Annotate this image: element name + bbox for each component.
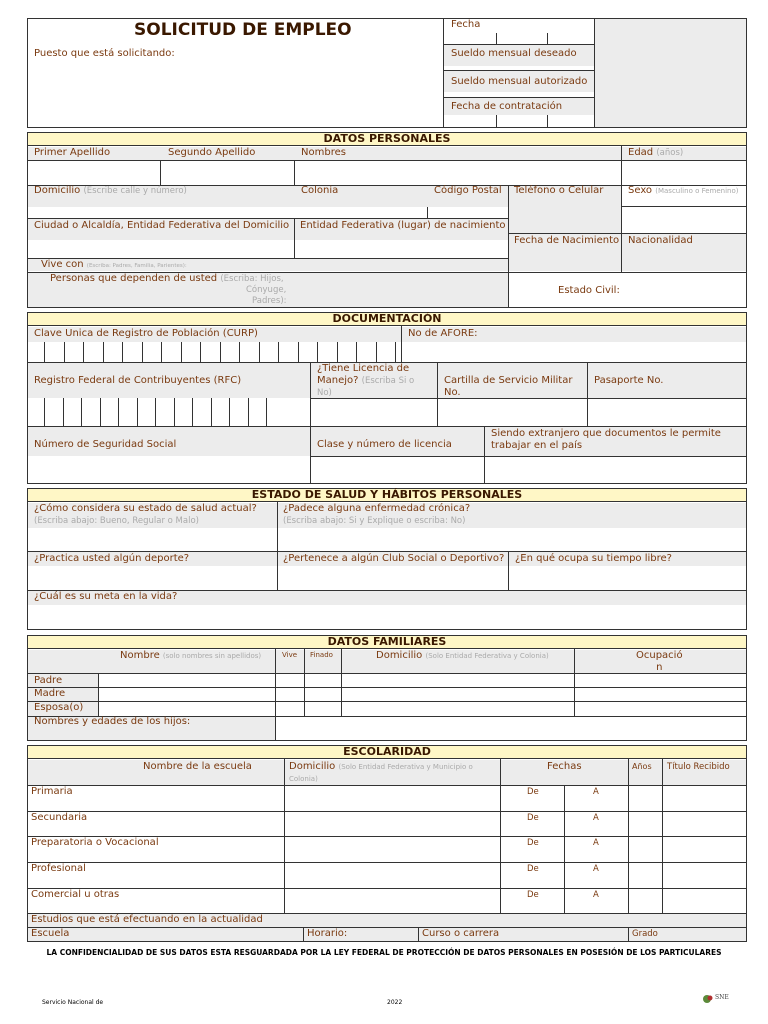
rfc-cells-cell[interactable] [81,398,82,426]
enfermedad-label: ¿Padece alguna enfermedad crónica? (Escriba abajo: Si y Explique o escriba: No) [283,503,471,526]
rfc-cells-cell[interactable] [248,398,249,426]
rfc-cells-cell[interactable] [192,398,193,426]
rfc-cells-cell[interactable] [229,398,230,426]
rfc-label: Registro Federal de Contribuyentes (RFC) [34,375,242,386]
esc-nivel-label: Preparatoria o Vocacional [31,837,159,848]
domicilio-label: Domicilio (Escribe calle y número) [34,185,187,196]
datos-personales-heading: DATOS PERSONALES [27,132,747,146]
esc-a-label: A [593,813,599,823]
fam-hijos-label: Nombres y edades de los hijos: [34,716,191,727]
sne-logo-icon: SNE [702,993,732,1005]
dependen-label: Personas que dependen de usted (Escriba: Hijos, [50,273,284,284]
rfc-cells-cell[interactable] [266,398,267,426]
esc-escuela-label: Escuela [31,928,70,939]
segundo-apellido-label: Segundo Apellido [168,147,256,158]
telefono-label: Teléfono o Celular [514,185,604,196]
cartilla-label: Cartilla de Servicio Militar No. [444,375,573,398]
esc-de-label: De [527,890,539,900]
confidencialidad-notice: LA CONFIDENCIALIDAD DE SUS DATOS ESTA RESGUARDADA POR LA LEY FEDERAL DE PROTECCIÓN DE DATOS PERSONALES EN POSESIÓN DE LOS PARTICULARES [46,948,722,957]
afore-label: No de AFORE: [408,328,478,339]
fam-esposa-label: Esposa(o) [34,702,84,713]
fam-madre-label: Madre [34,688,66,699]
curp-cells-cell[interactable] [200,342,201,362]
curp-cells-cell[interactable] [181,342,182,362]
tiempo-libre-label: ¿En qué ocupa su tiempo libre? [515,553,672,564]
extranjero-label: Siendo extranjero que documentos le permite trabajar en el país [491,428,721,451]
fecha-label: Fecha [451,19,481,30]
primer-apellido-label: Primer Apellido [34,147,111,158]
curp-cells-cell[interactable] [298,342,299,362]
esc-nivel-label: Profesional [31,863,86,874]
esc-nivel-label: Comercial u otras [31,889,120,900]
fam-ocupacion-label: Ocupació n [636,650,683,673]
clase-licencia-label: Clase y número de licencia [317,439,452,450]
esc-de-label: De [527,864,539,874]
fam-vive-label: Vive [282,651,298,659]
esc-de-label: De [527,787,539,797]
curp-cells-cell[interactable] [337,342,338,362]
curp-cells-cell[interactable] [259,342,260,362]
curp-cells-cell[interactable] [278,342,279,362]
curp-cells-cell[interactable] [356,342,357,362]
esc-a-label: A [593,890,599,900]
pasaporte-label: Pasaporte No. [594,375,664,386]
curp-label: Clave Unica de Registro de Población (CURP) [34,328,258,339]
deporte-label: ¿Practica usted algún deporte? [34,553,190,564]
esc-domicilio-label: Domicilio (Solo Entidad Federativa y Municipio o Colonia) [289,761,473,783]
rfc-cells-cell[interactable] [137,398,138,426]
curp-cells-cell[interactable] [239,342,240,362]
meta-label: ¿Cuál es su meta en la vida? [34,591,178,602]
rfc-cells-cell[interactable] [100,398,101,426]
vive-con-label: Vive con (Escriba: Padres, Familia, Parientes): [41,259,187,270]
esc-curso-label: Curso o carrera [422,928,500,939]
esc-grado-label: Grado [632,929,658,939]
sueldo-deseado-label: Sueldo mensual deseado [451,48,577,59]
sueldo-autorizado-label: Sueldo mensual autorizado [451,76,588,87]
puesto-label: Puesto que está solicitando: [34,48,175,59]
salud-heading: ESTADO DE SALUD Y HÁBITOS PERSONALES [27,488,747,502]
estado-salud-label: ¿Cómo considera su estado de salud actual? (Escriba abajo: Bueno, Regular o Malo) [34,503,257,526]
rfc-cells-cell[interactable] [155,398,156,426]
sexo-label: Sexo (Masculino o Femenino) [628,185,739,196]
curp-cells-cell[interactable] [64,342,65,362]
curp-cells-cell[interactable] [395,342,396,362]
curp-cells-cell[interactable] [103,342,104,362]
esc-a-label: A [593,787,599,797]
year-text: 2022 [387,999,403,1006]
entidad-nacimiento-label: Entidad Federativa (lugar) de nacimiento [300,220,506,231]
esc-a-label: A [593,864,599,874]
esc-nivel-label: Primaria [31,786,73,797]
rfc-cells-cell[interactable] [174,398,175,426]
fecha-nacimiento-label: Fecha de Nacimiento [514,235,620,246]
esc-fechas-label: Fechas [547,761,582,772]
estado-civil-label: Estado Civil: [558,285,620,296]
edad-label: Edad (años) [628,147,684,158]
club-label: ¿Pertenece a algún Club Social o Deportivo? [283,553,505,564]
curp-cells-cell[interactable] [44,342,45,362]
curp-cells-cell[interactable] [317,342,318,362]
colonia-label: Colonia [301,185,339,196]
escolaridad-heading: ESCOLARIDAD [27,745,747,759]
rfc-cells-cell[interactable] [44,398,45,426]
servicio-text: Servicio Nacional de [42,999,104,1006]
curp-cells-cell[interactable] [161,342,162,362]
familiares-heading: DATOS FAMILIARES [27,635,747,649]
curp-cells-cell[interactable] [83,342,84,362]
rfc-cells-cell[interactable] [118,398,119,426]
rfc-cells-cell[interactable] [211,398,212,426]
esc-de-label: De [527,813,539,823]
esc-actuales-label: Estudios que está efectuando en la actualidad [31,914,263,925]
fam-padre-label: Padre [34,675,63,686]
esc-nivel-label: Secundaria [31,812,88,823]
ciudad-label: Ciudad o Alcaldía, Entidad Federativa del Domicilio [34,220,290,231]
licencia-label: ¿Tiene Licencia de Manejo? (Escriba Si o No) [317,363,415,398]
documentacion-heading: DOCUMENTACIÓN [27,312,747,326]
form-title: SOLICITUD DE EMPLEO [134,20,352,40]
curp-cells-cell[interactable] [220,342,221,362]
esc-de-label: De [527,838,539,848]
esc-nombre-label: Nombre de la escuela [143,761,252,772]
curp-cells-cell[interactable] [142,342,143,362]
esc-horario-label: Horario: [307,928,348,939]
nombres-label: Nombres [301,147,346,158]
fecha-contratacion-label: Fecha de contratación [451,101,563,112]
curp-cells-cell[interactable] [122,342,123,362]
fam-nombre-label: Nombre (solo nombres sin apellidos) [120,650,262,661]
fam-domicilio-label: Domicilio (Solo Entidad Federativa y Colonia) [376,650,549,661]
esc-titulo-label: Título Recibido [667,762,730,772]
rfc-cells-cell[interactable] [63,398,64,426]
fam-finado-label: Finado [310,651,333,659]
esc-a-label: A [593,838,599,848]
codigo-postal-label: Código Postal [434,185,502,196]
curp-cells-cell[interactable] [376,342,377,362]
nacionalidad-label: Nacionalidad [628,235,693,246]
esc-anos-label: Años [632,762,652,771]
nss-label: Número de Seguridad Social [34,439,177,450]
